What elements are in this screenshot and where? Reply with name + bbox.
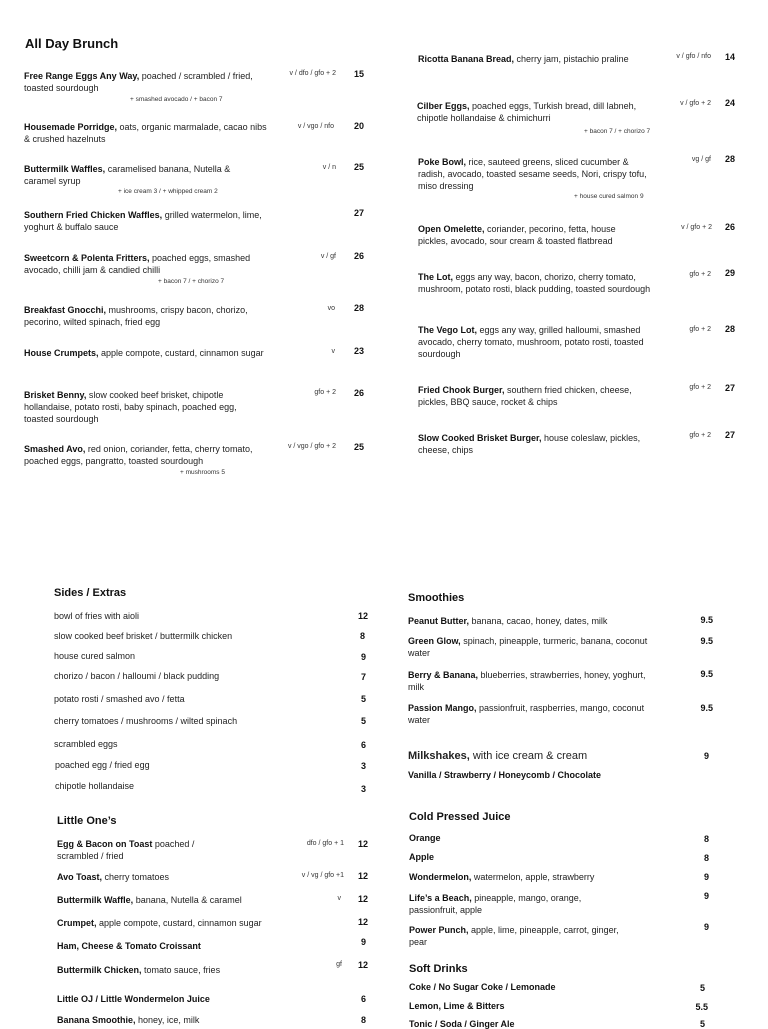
side-item: scrambled eggs	[54, 739, 118, 749]
kids-item: Egg & Bacon on Toast poached / scrambled / fried	[57, 839, 195, 861]
price: 28	[724, 324, 735, 334]
menu-item: Breakfast Gnocchi, mushrooms, crispy bacon, chorizo, pecorino, wilted spinach, fried egg	[24, 305, 248, 327]
add-on: + house cured salmon 9	[574, 193, 644, 200]
price: 5	[699, 983, 705, 993]
side-item: cherry tomatoes / mushrooms / wilted spinach	[54, 716, 238, 726]
add-on: + bacon 7 / + chorizo 7	[584, 128, 651, 135]
price: 28	[353, 303, 364, 313]
price: 12	[357, 960, 368, 970]
add-on: + bacon 7 / + chorizo 7	[158, 278, 225, 285]
menu-item: Free Range Eggs Any Way, poached / scrambled / fried, toasted sourdough	[24, 71, 253, 93]
diet-tags: vo	[327, 305, 335, 312]
price: 9	[360, 652, 366, 662]
diet-tags: v / n	[322, 164, 336, 171]
menu-item: Sweetcorn & Polenta Fritters, poached eggs, smashed avocado, chilli jam & candied chilli	[24, 253, 251, 275]
kids-item: Avo Toast, cherry tomatoes	[57, 872, 170, 882]
sides-title: Sides / Extras	[54, 587, 127, 599]
smoothie-item: Berry & Banana, blueberries, strawberries, honey, yoghurt, milk	[408, 670, 646, 692]
diet-tags: v / gfo + 2	[680, 100, 711, 107]
kids-item: Ham, Cheese & Tomato Croissant	[57, 941, 201, 951]
add-on: + ice cream 3 / + whipped cream 2	[118, 188, 218, 195]
price: 25	[353, 162, 364, 172]
menu-item: Open Omelette, coriander, pecorino, fetta, house pickles, avocado, sour cream & toasted flatbread	[418, 224, 616, 246]
diet-tags: v	[337, 895, 341, 902]
price: 5	[699, 1019, 705, 1029]
side-item: house cured salmon	[54, 651, 136, 661]
diet-tags: v / gfo + 2	[681, 224, 712, 231]
price: 5	[360, 716, 366, 726]
kids-item: Crumpet, apple compote, custard, cinnamon sugar	[57, 918, 262, 928]
juice-title: Cold Pressed Juice	[409, 811, 511, 823]
price: 9	[703, 751, 709, 761]
diet-tags: v / dfo / gfo + 2	[289, 70, 336, 77]
menu-item: Poke Bowl, rice, sauteed greens, sliced cucumber & radish, avocado, toasted sesame seeds, Nori, crispy tofu, miso dressing	[418, 157, 647, 191]
price: 25	[353, 442, 364, 452]
juice-item: Power Punch, apple, lime, pineapple, carrot, ginger, pear	[409, 925, 619, 947]
price: 3	[360, 784, 366, 794]
price: 29	[724, 268, 735, 278]
menu-item: The Lot, eggs any way, bacon, chorizo, cherry tomato, mushroom, potato rosti, black pudding, toasted sourdough	[418, 272, 651, 294]
price: 12	[357, 894, 368, 904]
milkshake-flavours: Vanilla / Strawberry / Honeycomb / Chocolate	[408, 770, 602, 780]
diet-tags: gf	[336, 961, 342, 968]
side-item: potato rosti / smashed avo / fetta	[54, 694, 185, 704]
price: 9	[360, 937, 366, 947]
price: 12	[357, 839, 368, 849]
price: 23	[353, 346, 364, 356]
smoothie-item: Passion Mango, passionfruit, raspberries, mango, coconut water	[408, 703, 645, 725]
price: 26	[353, 251, 364, 261]
price: 6	[360, 994, 366, 1004]
price: 8	[360, 1015, 366, 1025]
diet-tags: v / vgo / gfo + 2	[287, 443, 336, 450]
price: 12	[357, 871, 368, 881]
price: 3	[360, 761, 366, 771]
menu-item: Fried Chook Burger, southern fried chicken, cheese, pickles, BBQ sauce, rocket & chips	[418, 385, 632, 407]
price: 7	[360, 672, 366, 682]
menu-item: House Crumpets, apple compote, custard, cinnamon sugar	[24, 348, 264, 358]
price: 8	[703, 853, 709, 863]
menu-item: Southern Fried Chicken Waffles, grilled watermelon, lime, yoghurt & buffalo sauce	[24, 210, 262, 232]
menu-item: Buttermilk Waffles, caramelised banana, Nutella & caramel syrup	[24, 164, 231, 186]
price: 8	[703, 834, 709, 844]
price: 14	[724, 52, 735, 62]
price: 26	[724, 222, 735, 232]
smoothie-item: Green Glow, spinach, pineapple, turmeric, banana, coconut water	[408, 636, 648, 658]
price: 28	[724, 154, 735, 164]
diet-tags: gfo + 2	[314, 389, 336, 396]
price: 9	[703, 922, 709, 932]
diet-tags: gfo + 2	[689, 384, 711, 391]
menu-item: Ricotta Banana Bread, cherry jam, pistachio praline	[418, 54, 629, 64]
menu-item: The Vego Lot, eggs any way, grilled halloumi, smashed avocado, cherry tomato, mushroom, potato rosti, toasted sourdough	[418, 325, 644, 359]
diet-tags: dfo / gfo + 1	[306, 840, 344, 847]
side-item: slow cooked beef brisket / buttermilk chicken	[54, 631, 233, 641]
little-title: Little One’s	[57, 815, 117, 827]
add-on: + smashed avocado / + bacon 7	[130, 96, 223, 103]
price: 27	[724, 430, 735, 440]
price: 9.5	[700, 703, 713, 713]
price: 8	[359, 631, 365, 641]
menu-item: Slow Cooked Brisket Burger, house coleslaw, pickles, cheese, chips	[418, 433, 641, 455]
price: 24	[724, 98, 735, 108]
menu-item: Cilber Eggs, poached eggs, Turkish bread, dill labneh, chipotle hollandaise & chimichurri	[417, 101, 637, 123]
side-item: bowl of fries with aioli	[54, 611, 140, 621]
milkshakes-heading: Milkshakes, with ice cream & cream	[408, 750, 588, 762]
diet-tags: gfo + 2	[689, 271, 711, 278]
diet-tags: gfo + 2	[689, 326, 711, 333]
smoothie-item: Peanut Butter, banana, cacao, honey, dates, milk	[408, 616, 608, 626]
soft-drink-item: Tonic / Soda / Ginger Ale	[409, 1019, 515, 1029]
diet-tags: v / gf	[320, 253, 336, 260]
price: 9.5	[700, 669, 713, 679]
kids-item: Buttermilk Chicken, tomato sauce, fries	[57, 965, 221, 975]
kids-item: Banana Smoothie, honey, ice, milk	[57, 1015, 200, 1025]
diet-tags: gfo + 2	[689, 432, 711, 439]
price: 12	[357, 917, 368, 927]
soft-drink-item: Lemon, Lime & Bitters	[409, 1001, 505, 1011]
price: 6	[360, 740, 366, 750]
price: 9	[703, 872, 709, 882]
price: 26	[353, 388, 364, 398]
soft-drink-item: Coke / No Sugar Coke / Lemonade	[409, 982, 556, 992]
side-item: chipotle hollandaise	[55, 781, 135, 791]
price: 9.5	[700, 615, 713, 625]
price: 9	[703, 891, 709, 901]
price: 15	[353, 69, 364, 79]
add-on: + mushrooms 5	[180, 469, 225, 476]
menu-item: Brisket Benny, slow cooked beef brisket, chipotle hollandaise, potato rosti, baby spinach, poached egg, toasted sourdough	[24, 390, 237, 424]
juice-item: Wondermelon, watermelon, apple, strawberry	[409, 872, 595, 882]
diet-tags: v / vg / gfo +1	[301, 872, 344, 879]
juice-item: Life’s a Beach, pineapple, mango, orange, passionfruit, apple	[409, 893, 582, 915]
juice-item: Orange	[409, 833, 441, 843]
diet-tags: vg / gf	[691, 156, 711, 163]
side-item: poached egg / fried egg	[55, 760, 150, 770]
price: 27	[353, 208, 364, 218]
kids-item: Buttermilk Waffle, banana, Nutella & caramel	[57, 895, 242, 905]
diet-tags: v / vgo / nfo	[297, 123, 334, 130]
smoothies-title: Smoothies	[408, 592, 465, 604]
price: 27	[724, 383, 735, 393]
price: 5.5	[695, 1002, 708, 1012]
price: 9.5	[700, 636, 713, 646]
menu-item: Smashed Avo, red onion, coriander, fetta, cherry tomato, poached eggs, pangratto, toasted sourdough	[24, 444, 253, 466]
diet-tags: v	[331, 348, 335, 355]
price: 5	[360, 694, 366, 704]
price: 12	[357, 611, 368, 621]
side-item: chorizo / bacon / halloumi / black pudding	[54, 671, 220, 681]
price: 20	[353, 121, 364, 131]
menu-item: Housemade Porridge, oats, organic marmalade, cacao nibs & crushed hazelnuts	[24, 122, 267, 144]
brunch-title: All Day Brunch	[25, 36, 119, 51]
diet-tags: v / gfo / nfo	[676, 53, 711, 60]
soft-drinks-title: Soft Drinks	[409, 963, 468, 975]
kids-item: Little OJ / Little Wondermelon Juice	[57, 994, 210, 1004]
juice-item: Apple	[409, 852, 435, 862]
